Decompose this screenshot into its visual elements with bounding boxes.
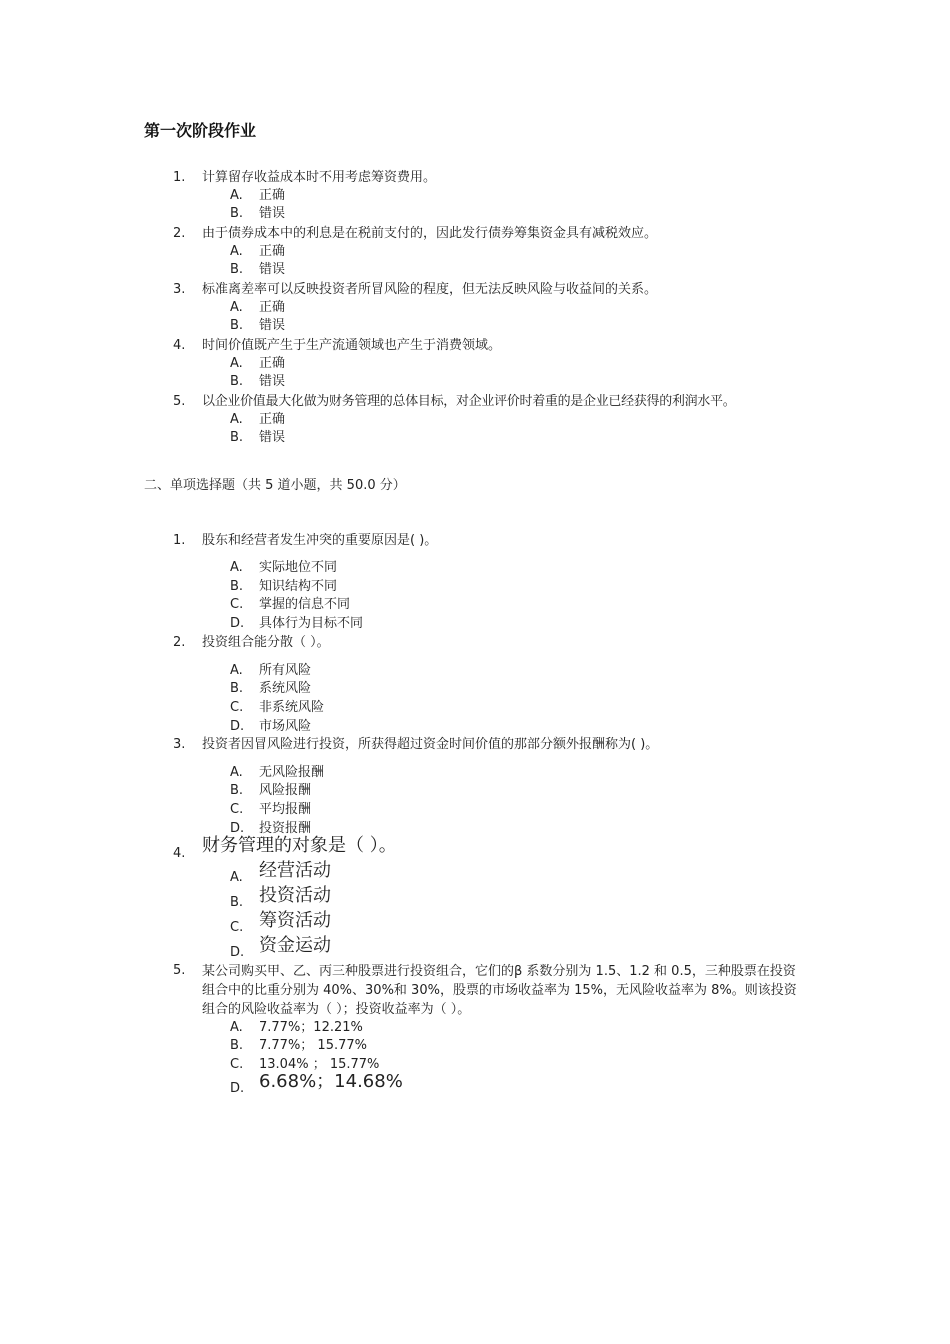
section-heading: 二、单项选择题（共 5 道小题，共 50.0 分） [144,478,406,493]
question-number: 4. [173,846,186,861]
option-letter: C. [230,920,244,935]
question-text: 财务管理的对象是（ ）。 [202,835,397,856]
option-letter: B. [230,1038,244,1053]
option-b[interactable]: 错误 [259,262,286,277]
question-text: 以企业价值最大化做为财务管理的总体目标，对企业评价时着重的是企业已经获得的利润水平。 [202,394,736,409]
option-letter: A. [230,356,243,371]
option-letter: A. [230,560,243,575]
option-b[interactable]: 投资活动 [259,885,331,906]
option-a[interactable]: 正确 [259,356,286,371]
option-d[interactable]: 6.68%；14.68% [259,1071,403,1092]
option-letter: B. [230,206,244,221]
option-letter: B. [230,681,244,696]
option-b[interactable]: 7.77%； 15.77% [259,1038,367,1053]
option-b[interactable]: 错误 [259,374,286,389]
question-text: 标准离差率可以反映投资者所冒风险的程度，但无法反映风险与收益间的关系。 [202,282,658,297]
option-letter: B. [230,579,244,594]
option-b[interactable]: 错误 [259,430,286,445]
option-letter: D. [230,616,245,631]
question-text: 投资者因冒风险进行投资，所获得超过资金时间价值的那部分额外报酬称为( )。 [202,737,659,752]
option-letter: A. [230,244,243,259]
option-letter: D. [230,821,245,836]
option-a[interactable]: 正确 [259,412,286,427]
option-letter: B. [230,783,244,798]
option-b[interactable]: 风险报酬 [259,783,312,798]
option-letter: B. [230,374,244,389]
option-b[interactable]: 错误 [259,206,286,221]
question-text: 股东和经营者发生冲突的重要原因是( )。 [202,533,438,548]
question-number: 5. [173,394,186,409]
option-b[interactable]: 知识结构不同 [259,579,338,594]
option-d[interactable]: 资金运动 [259,935,331,956]
option-letter: B. [230,430,244,445]
option-d[interactable]: 市场风险 [259,719,312,734]
question-number: 2. [173,635,186,650]
option-a[interactable]: 7.77%；12.21% [259,1020,363,1035]
option-letter: A. [230,870,243,885]
option-letter: B. [230,262,244,277]
option-c[interactable]: 13.04% ； 15.77% [259,1057,380,1072]
question-number: 1. [173,533,186,548]
option-a[interactable]: 正确 [259,188,286,203]
question-number: 1. [173,170,186,185]
option-letter: C. [230,802,244,817]
option-d[interactable]: 投资报酬 [259,821,312,836]
option-b[interactable]: 错误 [259,318,286,333]
option-letter: A. [230,765,243,780]
option-letter: B. [230,895,244,910]
option-letter: D. [230,1081,245,1096]
option-b[interactable]: 系统风险 [259,681,312,696]
option-letter: C. [230,597,244,612]
option-c[interactable]: 筹资活动 [259,910,331,931]
option-letter: D. [230,719,245,734]
option-letter: C. [230,700,244,715]
option-letter: A. [230,1020,243,1035]
option-letter: D. [230,945,245,960]
option-a[interactable]: 所有风险 [259,663,312,678]
question-text: 投资组合能分散（ ）。 [202,635,330,650]
option-a[interactable]: 正确 [259,300,286,315]
option-letter: A. [230,412,243,427]
option-letter: A. [230,663,243,678]
page-title: 第一次阶段作业 [144,121,257,140]
question-number: 5. [173,963,186,978]
option-letter: A. [230,300,243,315]
question-number: 3. [173,737,186,752]
option-a[interactable]: 无风险报酬 [259,765,325,780]
question-text: 由于债券成本中的利息是在税前支付的，因此发行债券筹集资金具有减税效应。 [202,226,658,241]
option-a[interactable]: 正确 [259,244,286,259]
question-number: 2. [173,226,186,241]
option-d[interactable]: 具体行为目标不同 [259,616,364,631]
option-c[interactable]: 掌握的信息不同 [259,597,351,612]
option-c[interactable]: 平均报酬 [259,802,312,817]
question-text: 计算留存收益成本时不用考虑筹资费用。 [202,170,437,185]
option-letter: B. [230,318,244,333]
option-c[interactable]: 非系统风险 [259,700,325,715]
option-a[interactable]: 经营活动 [259,860,331,881]
option-letter: A. [230,188,243,203]
option-letter: C. [230,1057,244,1072]
option-a[interactable]: 实际地位不同 [259,560,338,575]
question-text: 某公司购买甲、乙、丙三种股票进行投资组合，它们的β 系数分别为 1.5、1.2 和 0.5，三种股票在投资组合中的比重分别为 40%、30%和 30%，股票的市场收益率为 15%，无风险收益率为 8%。则该投资组合的风险收益率为（ ）；投资收益率为（ ）。 [202,964,797,1017]
question-text: 时间价值既产生于生产流通领域也产生于消费领域。 [202,338,502,353]
question-number: 3. [173,282,186,297]
question-number: 4. [173,338,186,353]
